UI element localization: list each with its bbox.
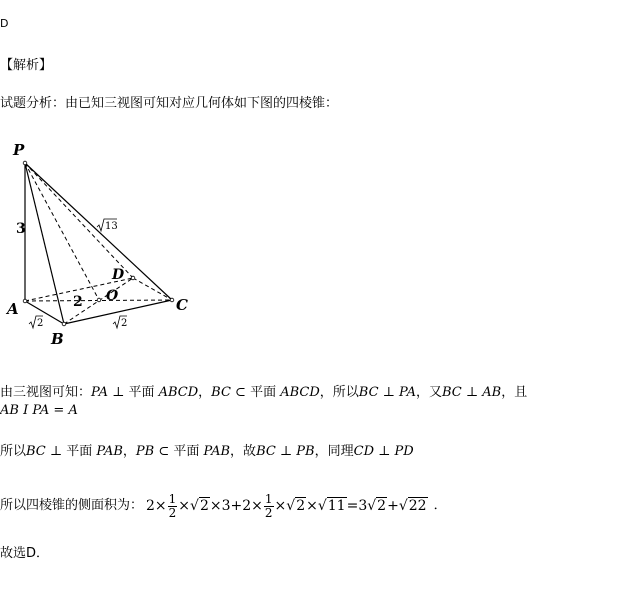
line3-times-b: × (274, 498, 287, 514)
line2-math5: BC ⊥ PB (256, 444, 315, 459)
sqrt-b: √2 (286, 498, 306, 514)
frac2-num: 1 (264, 491, 273, 506)
edge-BC-length: 2 (121, 318, 128, 329)
line1-math5: BC ⊥ PA (358, 385, 416, 400)
reasoning-line-3 (0, 486, 447, 526)
conclusion-text: 故选D． (0, 546, 50, 561)
frac1-den: 2 (168, 505, 177, 520)
sqrt-d: √2 (367, 498, 387, 514)
reasoning-line-1 (0, 385, 527, 401)
fraction-half-1 (168, 493, 178, 520)
label-B: B (51, 330, 64, 348)
line3-eq: =3 (346, 498, 368, 514)
line3-period: ． (433, 498, 447, 513)
line1-part4: 平面 (250, 385, 277, 400)
line2-math4: PAB (199, 444, 231, 459)
edge-PC-line (25, 163, 172, 300)
answer-label: D (0, 17, 9, 30)
line2-math1: BC ⊥ (26, 444, 67, 459)
frac1-num: 1 (168, 491, 177, 506)
line2-math6: CD ⊥ PD (353, 444, 414, 459)
line3-plus: + (387, 498, 399, 514)
line2-math2: PAB (92, 444, 123, 459)
edge-AB-line (25, 301, 64, 324)
label-P: P (13, 141, 25, 159)
line3-prefix: 所以四棱锥的侧面积为： (0, 498, 144, 513)
line1-part7: ，且 (501, 385, 528, 400)
point-O-dot (97, 298, 101, 302)
edge-PA-length: 3 (16, 221, 26, 237)
line1-math2: ABCD (154, 385, 199, 400)
label-O: O (106, 288, 119, 304)
line2-part4: 平面 (173, 444, 200, 459)
vertex-C-dot (170, 298, 174, 302)
sqrt-c-value: 11 (327, 498, 346, 514)
line2-part2: 平面 (66, 444, 93, 459)
line1-math1: PA ⊥ (91, 385, 129, 400)
sqrt-e-value: 22 (408, 498, 427, 514)
fraction-half-2 (264, 493, 274, 520)
edge-PC-length: 13 (105, 221, 118, 232)
line1-part6: ，又 (415, 385, 442, 400)
line1-math6: BC ⊥ AB (442, 385, 502, 400)
line1-math4: ABCD (276, 385, 320, 400)
label-A: A (7, 300, 19, 318)
line1-part5: ，所以 (319, 385, 359, 400)
frac2-den: 2 (264, 505, 273, 520)
vertex-B-dot (62, 322, 66, 326)
pyramid-figure (0, 135, 200, 350)
edge-PB-line (25, 163, 64, 324)
label-D: D (112, 267, 125, 283)
edge-AB-length: 2 (37, 318, 44, 329)
vertex-A-dot (23, 299, 27, 303)
line2-part1: 所以 (0, 444, 27, 459)
line1-part2: 平面 (128, 385, 155, 400)
sqrt-c: √11 (317, 498, 346, 514)
sqrt-a: √2 (190, 498, 209, 514)
label-C: C (176, 296, 188, 314)
line1-math7: AB I PA = A (0, 403, 78, 418)
line2-part3: ， (122, 444, 136, 459)
line1-part1: 由三视图可知： (0, 385, 92, 400)
line1-part3: ， (198, 385, 212, 400)
vertex-D-dot (131, 276, 135, 280)
line3-times-c: × (306, 498, 318, 514)
line3-times3: ×3+2× (209, 498, 263, 514)
edge-PO-dashed (25, 163, 99, 300)
sqrt-d-value: 2 (377, 498, 387, 514)
vertex-P-dot (23, 161, 27, 165)
analysis-header: 【解析】 (0, 58, 53, 73)
line3-times-a: × (178, 498, 191, 514)
line1-math3: BC ⊂ (211, 385, 251, 400)
line2-math3: PB ⊂ (135, 444, 174, 459)
reasoning-line-2 (0, 444, 414, 460)
sqrt-a-value: 2 (199, 498, 209, 514)
intro-text: 试题分析：由已知三视图可知对应几何体如下图的四棱锥： (0, 96, 339, 111)
line2-part6: ，同理 (314, 444, 354, 459)
edge-AO-length: 2 (73, 294, 83, 310)
sqrt-b-value: 2 (296, 498, 306, 514)
line3-two-a: 2× (146, 498, 167, 514)
sqrt-e: √22 (398, 498, 427, 514)
line2-part5: ，故 (230, 444, 257, 459)
